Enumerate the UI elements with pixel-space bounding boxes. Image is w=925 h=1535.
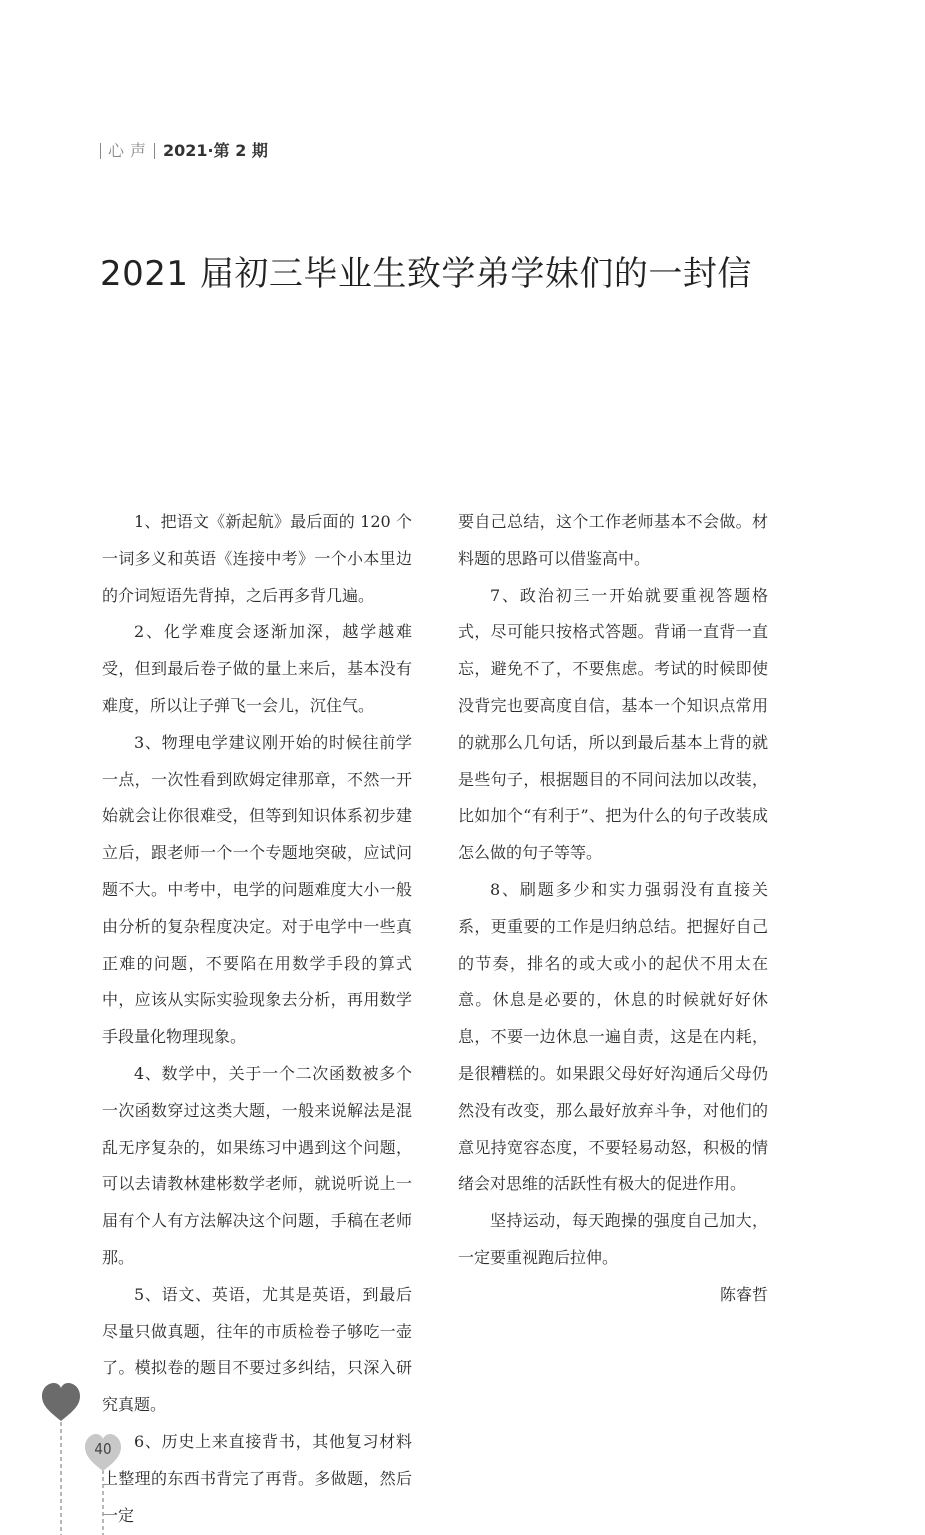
author-signature: 陈睿哲	[719, 1284, 768, 1304]
paragraph: 7、政治初三一开始就要重视答题格式，尽可能只按格式答题。背诵一直背一直忘，避免不了，不要焦虑。考试的时候即使没背完也要高度自信，基本一个知识点常用的就那么几句话，所以到最后基本上背的就是些句子，根据题目的不同问法加以改装，比如加个“有利于”、把为什么的句子改装成怎么做的句子等等。	[458, 585, 768, 863]
paragraph-continuation: 要自己总结，这个工作老师基本不会做。材料题的思路可以借鉴高中。	[458, 512, 768, 568]
left-column	[102, 504, 412, 1534]
header-section: 心声	[108, 141, 153, 160]
paragraph: 6、历史上来直接背书，其他复习材料上整理的东西书背完了再背。多做题，然后一定	[102, 1431, 412, 1525]
header-issue: 2021·第 2 期	[163, 141, 268, 160]
header-divider	[154, 143, 155, 159]
paragraph: 坚持运动，每天跑操的强度自己加大，一定要重视跑后拉伸。	[458, 1211, 768, 1267]
paragraph: 5、语文、英语，尤其是英语，到最后尽量只做真题，往年的市质检卷子够吃一壶了。模拟卷的题目不要过多纠结，只深入研究真题。	[102, 1284, 412, 1415]
header-divider	[100, 143, 101, 159]
paragraph: 1、把语文《新起航》最后面的 120 个一词多义和英语《连接中考》一个小本里边的介词短语先背掉，之后再多背几遍。	[102, 512, 412, 605]
running-header	[100, 138, 268, 161]
page-number: 40	[94, 1440, 112, 1458]
paragraph: 2、化学难度会逐渐加深，越学越难受，但到最后卷子做的量上来后，基本没有难度，所以让子弹飞一会儿，沉住气。	[102, 622, 412, 715]
paragraph: 4、数学中，关于一个二次函数被多个一次函数穿过这类大题，一般来说解法是混乱无序复杂的，如果练习中遇到这个问题，可以去请教林建彬数学老师，就说听说上一届有个人有方法解决这个问题，手稿在老师那。	[102, 1063, 412, 1267]
paragraph: 3、物理电学建议刚开始的时候往前学一点，一次性看到欧姆定律那章，不然一开始就会让你很难受，但等到知识体系初步建立后，跟老师一个一个专题地突破，应试问题不大。中考中，电学的问题难度大小一般由分析的复杂程度决定。对于电学中一些真正难的问题，不要陷在用数学手段的算式中，应该从实际实验现象去分析，再用数学手段量化物理现象。	[102, 732, 412, 1047]
paragraph: 8、刷题多少和实力强弱没有直接关系，更重要的工作是归纳总结。把握好自己的节奏，排名的或大或小的起伏不用太在意。休息是必要的，休息的时候就好好休息，不要一边休息一遍自责，这是在内耗，是很糟糕的。如果跟父母好好沟通后父母仍然没有改变，那么最好放弃斗争，对他们的意见持宽容态度，不要轻易动怒，积极的情绪会对思维的活跃性有极大的促进作用。	[458, 879, 768, 1194]
right-column	[458, 504, 768, 1314]
heart-icon	[42, 1383, 80, 1421]
article-title: 2021 届初三毕业生致学弟学妹们的一封信	[100, 254, 752, 294]
heart-decoration	[40, 1382, 130, 1535]
